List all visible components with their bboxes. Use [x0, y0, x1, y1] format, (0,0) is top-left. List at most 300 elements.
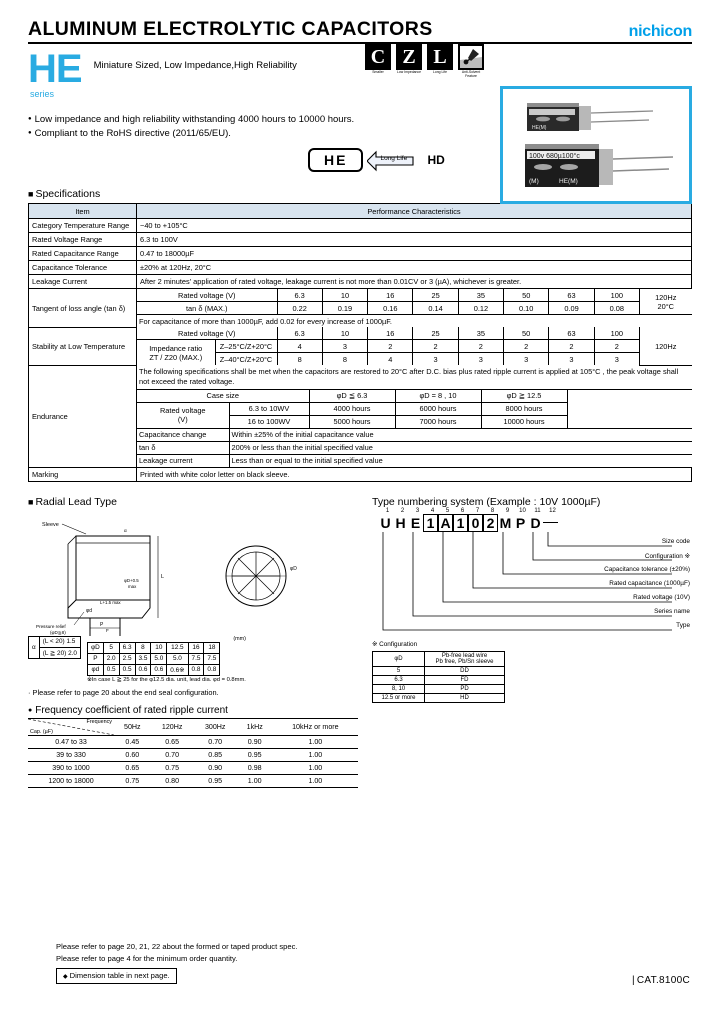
tn-pos: 7 — [475, 507, 480, 514]
spec-item-marking: Marking — [29, 467, 137, 481]
svg-text:P: P — [100, 621, 104, 628]
tan-delta-row2-label: tan δ (MAX.) — [137, 302, 277, 315]
config-d: 12.5 or more — [373, 693, 425, 702]
alpha-symbol: α — [29, 636, 40, 658]
tn-pos: 4 — [430, 507, 435, 514]
endurance-hours: 7000 hours — [395, 415, 481, 428]
svg-text:Sleeve: Sleeve — [42, 521, 59, 528]
endurance-hours: 5000 hours — [309, 415, 395, 428]
tan-delta-voltage: 100 — [594, 289, 639, 302]
table-row — [29, 233, 692, 247]
bullet-1: ● Low impedance and high reliability withstanding 4000 hours to 10000 hours. — [28, 113, 692, 127]
low-temp-voltage: 63 — [549, 327, 594, 340]
tan-delta-voltage: 25 — [413, 289, 458, 302]
tn-legend-configuration: Configuration ※ — [644, 552, 690, 560]
low-temp-voltage: 16 — [368, 327, 413, 340]
specifications-heading: ■ Specifications — [28, 188, 692, 200]
anti-solvent-icon — [458, 44, 484, 70]
dim-p: 7.5 — [204, 653, 220, 664]
type-numbering-column — [372, 492, 692, 788]
tn-code-config-1: P — [515, 514, 526, 531]
spec-item-leakage: Leakage Current — [29, 275, 137, 289]
dim-dlead: 0.6 — [135, 664, 151, 675]
tn-code-voltage-1: 1 — [423, 514, 438, 532]
dim-p: 2.5 — [119, 653, 135, 664]
spec-value-voltage-range: 6.3 to 100V — [137, 233, 692, 247]
spec-item-cap-tolerance: Capacitance Tolerance — [29, 261, 137, 275]
frequency-value: 0.95 — [237, 748, 273, 761]
table-row — [137, 428, 692, 441]
endurance-block — [137, 366, 692, 467]
footer-line-2: Please refer to page 4 for the minimum order quantity. — [56, 953, 238, 963]
low-temp-value-1: 2 — [549, 340, 594, 353]
target-series-label: HD — [427, 153, 445, 168]
footer-line-1: Please refer to page 20, 21, 22 about the formed or taped product spec. — [56, 942, 298, 952]
dim-label-dlead: φd — [87, 664, 103, 675]
endurance-voltage-range: 16 to 100WV — [229, 415, 309, 428]
dim-dlead: 0.5 — [119, 664, 135, 675]
tn-pos: 1 — [385, 507, 390, 514]
endurance-case-size: φD ≧ 12.5 — [481, 389, 567, 402]
tan-delta-row1-label: Rated voltage (V) — [137, 289, 277, 302]
series-tagline: Miniature Sized, Low Impedance,High Reliability — [93, 60, 297, 71]
configuration-table — [372, 651, 505, 703]
dim-dlead: 0.5 — [103, 664, 119, 675]
alpha-row-1: (L < 20) 1.5 — [39, 636, 80, 647]
svg-text:L+1.5 max: L+1.5 max — [100, 599, 121, 605]
frequency-col: 1kHz — [237, 718, 273, 735]
alpha-row-2: (L ≧ 20) 2.0 — [39, 647, 80, 658]
config-code: DD — [425, 666, 505, 675]
dim-d: 16 — [188, 642, 204, 653]
endurance-hours: 8000 hours — [481, 402, 567, 415]
low-temp-row-label: Rated voltage (V) — [137, 327, 277, 340]
tn-code-tolerance: M — [499, 514, 512, 531]
dim-p: 7.5 — [188, 653, 204, 664]
low-temp-voltage: 25 — [413, 327, 458, 340]
table-row — [29, 247, 692, 261]
table-row — [87, 664, 219, 675]
endurance-hours: 4000 hours — [309, 402, 395, 415]
frequency-heading: ● Frequency coefficient of rated ripple current — [28, 705, 358, 716]
radial-lead-column — [28, 492, 358, 788]
low-temp-value-1: 2 — [594, 340, 639, 353]
endurance-hours: 6000 hours — [395, 402, 481, 415]
svg-text:max: max — [128, 583, 137, 589]
tn-code-size — [543, 522, 558, 523]
svg-text:L: L — [161, 573, 165, 580]
tn-legend-tolerance: Capacitance tolerance (±20%) — [604, 565, 690, 573]
end-seal-note: · Please refer to page 20 about the end seal configuration. — [28, 687, 219, 697]
spec-item-cap-range: Rated Capacitance Range — [29, 247, 137, 261]
frequency-col: 50Hz — [114, 718, 151, 735]
table-row — [137, 366, 692, 389]
low-temp-value-1: 2 — [504, 340, 549, 353]
dimension-next-page-link[interactable]: ◆ Dimension table in next page. — [56, 968, 177, 984]
dim-d: 18 — [204, 642, 220, 653]
frequency-value: 0.90 — [237, 735, 273, 748]
svg-text:φd: φd — [86, 607, 93, 614]
frequency-value: 0.70 — [151, 748, 194, 761]
low-temp-table — [137, 327, 692, 366]
spec-col-performance: Performance Characteristics — [137, 204, 692, 219]
endurance-intro: The following specifications shall be met when the capacitors are restored to 20°C after D.C. bias plus rated ripple current is applied at 105°C , the peak voltage shall not exceed the rated voltage. — [137, 366, 692, 389]
frequency-value: 0.80 — [151, 774, 194, 787]
feature-low-impedance — [396, 44, 422, 79]
dimension-note: ※In case L ≧ 25 for the φ12.5 dia. unit, lead dia. φd = 0.8mm. — [86, 676, 246, 683]
low-temp-value-2: 3 — [458, 353, 503, 366]
tn-code-cap-3: 2 — [483, 514, 498, 532]
tn-pos: 8 — [490, 507, 495, 514]
low-temp-condition: 120Hz — [640, 327, 692, 365]
tn-code-series-2: E — [410, 514, 421, 531]
table-row — [137, 315, 692, 328]
config-d: 5 — [373, 666, 425, 675]
table-row — [137, 389, 692, 402]
series-word: series — [30, 88, 55, 99]
svg-text:φD+0.5: φD+0.5 — [124, 577, 139, 583]
svg-text:HE(M): HE(M) — [559, 178, 578, 185]
tn-legend-type: Type — [676, 621, 690, 629]
endurance-rated-label-1: Rated voltage — [159, 406, 206, 416]
radial-drawing — [28, 512, 358, 640]
dim-dlead: 0.8 — [188, 664, 204, 675]
table-row — [373, 666, 505, 675]
table-row — [29, 467, 692, 481]
catalog-number — [632, 975, 690, 986]
endurance-rated-label-2: (V) — [177, 415, 188, 425]
table-row — [137, 289, 692, 302]
low-temp-value-1: 4 — [277, 340, 322, 353]
frequency-value: 0.90 — [194, 761, 237, 774]
dim-dlead: 0.6※ — [167, 664, 188, 675]
frequency-col: 120Hz — [151, 718, 194, 735]
table-row — [28, 735, 358, 748]
spec-item-tan-delta: Tangent of loss angle (tan δ) — [29, 289, 137, 328]
low-temp-value-1: 2 — [368, 340, 413, 353]
dim-d: 6.3 — [119, 642, 135, 653]
low-temp-sub2: Z–40°C/Z+20°C — [215, 353, 277, 366]
table-row — [373, 651, 505, 666]
frequency-table — [28, 718, 358, 788]
frequency-corner-cell — [28, 718, 114, 735]
low-impedance-caption: Low Impedance — [397, 70, 421, 74]
low-temp-voltage: 35 — [458, 327, 503, 340]
table-row — [28, 761, 358, 774]
tn-legend-size-code: Size code — [661, 537, 690, 545]
arrow-label: Long Life — [380, 155, 408, 163]
svg-text:(M): (M) — [529, 178, 539, 185]
tan-delta-voltage: 16 — [368, 289, 413, 302]
dim-d: 5 — [103, 642, 119, 653]
frequency-value: 0.95 — [194, 774, 237, 787]
table-row — [373, 684, 505, 693]
spec-value-cap-range: 0.47 to 18000µF — [137, 247, 692, 261]
config-col-code-line1: Pb-free lead wire — [441, 652, 488, 659]
endurance-result-label: Leakage current — [137, 454, 229, 467]
dim-p: 5.0 — [151, 653, 167, 664]
low-temp-voltage: 50 — [504, 327, 549, 340]
tn-pos: 6 — [460, 507, 465, 514]
tan-delta-note: For capacitance of more than 1000µF, add 0.02 for every increase of 1000µF. — [137, 315, 692, 328]
frequency-range: 390 to 1000 — [28, 761, 114, 774]
low-temp-value-2: 4 — [368, 353, 413, 366]
frequency-value: 0.75 — [114, 774, 151, 787]
frequency-col: 300Hz — [194, 718, 237, 735]
lower-section — [28, 492, 692, 788]
anti-solvent-caption: Anti-Solvent Feature — [461, 70, 481, 78]
catalog-bar: | — [631, 975, 635, 986]
frequency-value: 0.70 — [194, 735, 237, 748]
configuration-section — [372, 640, 692, 703]
radial-heading: ■ Radial Lead Type — [28, 496, 358, 508]
tan-delta-cond-temp: 20°C — [657, 301, 674, 311]
tn-code-voltage-2: A — [438, 514, 453, 532]
table-row — [87, 653, 219, 664]
tan-delta-value: 0.22 — [277, 302, 322, 315]
endurance-case-label: Case size — [137, 389, 309, 402]
configuration-title: ※ Configuration — [372, 640, 418, 648]
svg-text:(φD≧8): (φD≧8) — [50, 629, 66, 635]
frequency-value: 0.98 — [237, 761, 273, 774]
spec-value-marking: Printed with white color letter on black sleeve. — [137, 467, 692, 481]
type-numbering-code — [378, 514, 692, 532]
tan-delta-voltage: 63 — [549, 289, 594, 302]
frequency-value: 1.00 — [273, 735, 358, 748]
svg-text:Pressure relief: Pressure relief — [36, 623, 66, 629]
low-temp-value-2: 3 — [549, 353, 594, 366]
dim-d: 10 — [151, 642, 167, 653]
page-footer — [56, 941, 297, 984]
dim-dlead: 0.8 — [204, 664, 220, 675]
config-code: PD — [425, 684, 505, 693]
endurance-result-value: Less than or equal to the initial specified value — [229, 454, 692, 467]
frequency-value: 0.60 — [114, 748, 151, 761]
brand-logo: nichicon — [628, 23, 692, 40]
config-code: FD — [425, 675, 505, 684]
tan-delta-value: 0.08 — [594, 302, 639, 315]
table-row — [137, 441, 692, 454]
tan-delta-conditions — [640, 289, 692, 315]
page-header — [28, 0, 692, 41]
tan-delta-table — [137, 289, 692, 327]
type-numbering-title: Type numbering system (Example : 10V 1000µF) — [372, 495, 601, 508]
tn-code-cap-2: 0 — [468, 514, 483, 532]
series-code: HE — [28, 47, 82, 91]
dimension-table — [87, 642, 220, 676]
feature-smaller — [365, 44, 391, 79]
frequency-col: 10kHz or more — [273, 718, 358, 735]
tn-pos: 2 — [400, 507, 405, 514]
low-temp-value-1: 3 — [322, 340, 367, 353]
frequency-value: 1.00 — [273, 761, 358, 774]
low-temp-value-1: 2 — [458, 340, 503, 353]
table-row — [373, 693, 505, 702]
endurance-hours: 10000 hours — [481, 415, 567, 428]
config-col-code — [425, 651, 505, 666]
specifications-table — [28, 203, 692, 481]
catalog-text: CAT.8100C — [636, 975, 690, 986]
low-temp-value-2: 3 — [504, 353, 549, 366]
low-temp-value-2: 3 — [594, 353, 639, 366]
tn-pos: 9 — [505, 507, 510, 514]
frequency-value: 1.00 — [273, 748, 358, 761]
tn-code-type: U — [380, 514, 391, 531]
spec-item-temp-range: Category Temperature Range — [29, 219, 137, 233]
smaller-caption: Smaller — [372, 70, 384, 74]
svg-text:F: F — [106, 627, 109, 633]
frequency-range: 39 to 330 — [28, 748, 114, 761]
dim-d: 12.5 — [167, 642, 188, 653]
frequency-value: 0.65 — [114, 761, 151, 774]
dim-label-p: P — [87, 653, 103, 664]
spec-item-low-temp: Stability at Low Temperature — [29, 327, 137, 366]
endurance-case-size: φD ≦ 6.3 — [309, 389, 395, 402]
tan-delta-voltage: 6.3 — [277, 289, 322, 302]
tn-pos: 3 — [415, 507, 420, 514]
table-row — [28, 748, 358, 761]
svg-text:φD: φD — [290, 565, 297, 572]
low-temp-voltage: 6.3 — [277, 327, 322, 340]
config-d: 8, 10 — [373, 684, 425, 693]
table-row — [137, 454, 692, 467]
frequency-header-row — [28, 718, 358, 735]
low-temp-voltage: 10 — [322, 327, 367, 340]
table-row — [373, 675, 505, 684]
tn-pos: 5 — [445, 507, 450, 514]
impedance-ratio-label: Impedance ratio — [149, 343, 203, 353]
dim-p: 2.0 — [103, 653, 119, 664]
spec-header-row — [29, 204, 692, 219]
low-temp-sub1: Z–25°C/Z+20°C — [215, 340, 277, 353]
series-box: HE — [308, 148, 363, 172]
tan-delta-voltage: 35 — [458, 289, 503, 302]
feature-icons — [365, 44, 484, 79]
spec-item-endurance: Endurance — [29, 366, 137, 467]
spec-item-voltage-range: Rated Voltage Range — [29, 233, 137, 247]
config-code: HD — [425, 693, 505, 702]
table-row-tan-delta — [29, 289, 692, 328]
endurance-voltage-range: 6.3 to 10WV — [229, 402, 309, 415]
tn-code-cap-1: 1 — [453, 514, 468, 532]
table-row — [87, 642, 219, 653]
endurance-result-label: Capacitance change — [137, 428, 229, 441]
impedance-ratio-formula: ZT / Z20 (MAX.) — [149, 352, 203, 362]
low-temp-value-2: 3 — [413, 353, 458, 366]
endurance-table — [137, 366, 692, 467]
table-row — [29, 219, 692, 233]
tan-delta-value: 0.19 — [322, 302, 367, 315]
table-row — [137, 302, 692, 315]
svg-text:α: α — [124, 527, 127, 533]
tn-pos: 10 — [519, 507, 526, 514]
endurance-case-size: φD = 8 , 10 — [395, 389, 481, 402]
long-life-caption: Long Life — [433, 70, 447, 74]
svg-text:HE(M): HE(M) — [532, 125, 547, 131]
table-row — [29, 261, 692, 275]
frequency-value: 1.00 — [273, 774, 358, 787]
frequency-value: 0.45 — [114, 735, 151, 748]
dim-d: 8 — [135, 642, 151, 653]
endurance-rated-voltage-label — [137, 402, 229, 428]
dim-p: 3.5 — [135, 653, 151, 664]
endurance-result-value: Within ±25% of the initial capacitance value — [229, 428, 692, 441]
dim-unit: (mm) — [233, 635, 246, 642]
low-temp-ratio-label — [137, 340, 215, 366]
smaller-icon: C — [365, 44, 391, 70]
tan-delta-cond-freq: 120Hz — [655, 292, 677, 302]
tan-delta-block — [137, 289, 692, 328]
table-row — [137, 353, 692, 366]
low-impedance-icon: Z — [396, 44, 422, 70]
header-rule — [28, 42, 692, 44]
frequency-value: 0.65 — [151, 735, 194, 748]
dim-dlead: 0.6 — [151, 664, 167, 675]
table-row — [28, 774, 358, 787]
feature-long-life — [427, 44, 453, 79]
table-row-low-temp — [29, 327, 692, 366]
frequency-corner-row: Cap. (µF) — [30, 728, 53, 735]
dim-label-d: φD — [87, 642, 103, 653]
tan-delta-value: 0.09 — [549, 302, 594, 315]
dim-p: 5.0 — [167, 653, 188, 664]
tn-legend-series: Series name — [654, 607, 690, 615]
frequency-range: 0.47 to 33 — [28, 735, 114, 748]
low-temp-block — [137, 327, 692, 366]
endurance-spacer — [567, 389, 692, 428]
table-row — [137, 327, 692, 340]
bullet-2: ● Compliant to the RoHS directive (2011/65/EU). — [28, 127, 692, 141]
tn-code-config-2: D — [530, 514, 541, 531]
tan-delta-voltage: 10 — [322, 289, 367, 302]
tan-delta-value: 0.12 — [458, 302, 503, 315]
frequency-corner-col: Frequency — [86, 718, 112, 725]
tan-delta-voltage: 50 — [504, 289, 549, 302]
low-temp-voltage: 100 — [594, 327, 639, 340]
long-life-icon: L — [427, 44, 453, 70]
tn-code-series-1: H — [395, 514, 406, 531]
frequency-value: 0.85 — [194, 748, 237, 761]
frequency-value: 0.75 — [151, 761, 194, 774]
page-title: ALUMINUM ELECTROLYTIC CAPACITORS — [28, 18, 433, 40]
tan-delta-value: 0.16 — [368, 302, 413, 315]
table-row — [29, 275, 692, 289]
tn-legend-voltage: Rated voltage (10V) — [633, 593, 690, 601]
frequency-value: 1.00 — [237, 774, 273, 787]
endurance-result-value: 200% or less than the initial specified value — [229, 441, 692, 454]
spec-value-cap-tolerance: ±20% at 120Hz, 20°C — [137, 261, 692, 275]
table-row-endurance — [29, 366, 692, 467]
product-photo — [500, 86, 692, 204]
table-row — [137, 340, 692, 353]
endurance-result-label: tan δ — [137, 441, 229, 454]
spec-value-temp-range: −40 to +105°C — [137, 219, 692, 233]
frequency-range: 1200 to 18000 — [28, 774, 114, 787]
tn-legend-capacitance: Rated capacitance (1000µF) — [609, 579, 690, 587]
spec-col-item: Item — [29, 204, 137, 219]
feature-anti-solvent — [458, 44, 484, 79]
long-life-arrow — [367, 150, 419, 170]
tn-pos: 11 — [534, 507, 541, 514]
config-col-d: φD — [373, 651, 425, 666]
tn-pos: 12 — [549, 507, 556, 514]
tan-delta-value: 0.10 — [504, 302, 549, 315]
low-temp-value-2: 8 — [277, 353, 322, 366]
tan-delta-value: 0.14 — [413, 302, 458, 315]
config-d: 6.3 — [373, 675, 425, 684]
spec-value-leakage: After 2 minutes' application of rated voltage, leakage current is not more than 0.01CV or 3 (µA), whichever is greater. — [137, 275, 692, 289]
config-col-code-line2: Pb free, Pb/Sn sleeve — [435, 658, 494, 665]
